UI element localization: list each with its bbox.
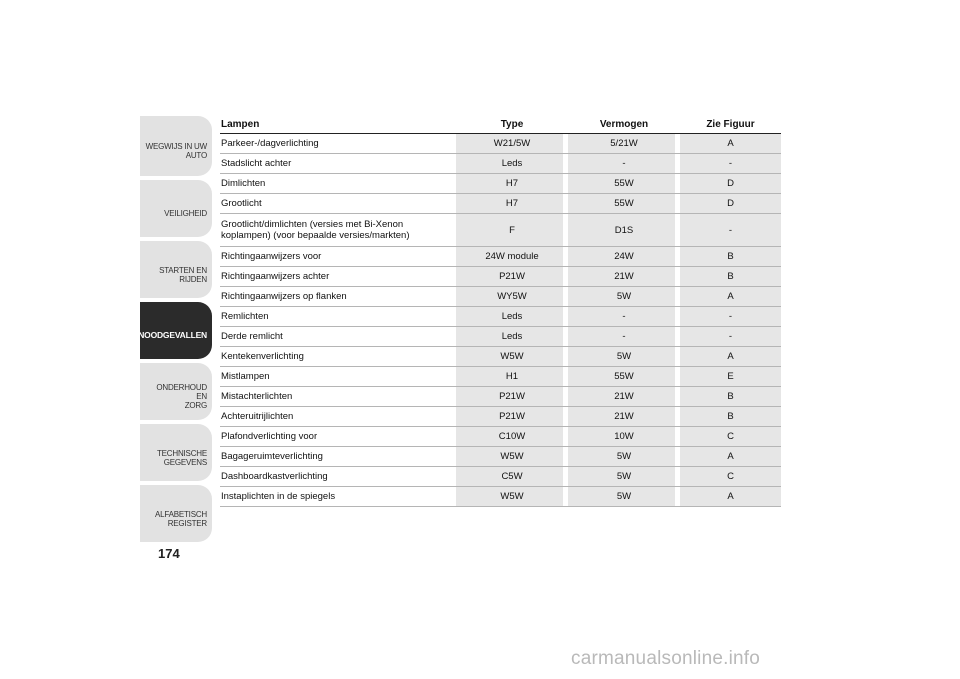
cell-vermogen: - xyxy=(568,154,680,174)
tab-label: ONDERHOUD EN ZORG xyxy=(156,383,207,410)
cell-type: P21W xyxy=(456,387,568,407)
cell-type: Leds xyxy=(456,154,568,174)
table-row xyxy=(220,267,781,287)
tab-onderhoud-en-zorg[interactable] xyxy=(140,363,212,420)
header-lampen: Lampen xyxy=(220,115,456,134)
lamp-table xyxy=(220,115,781,507)
cell-vermogen: 55W xyxy=(568,367,680,387)
cell-figuur: C xyxy=(680,467,781,487)
cell-lamp: Stadslicht achter xyxy=(220,154,456,174)
tab-noodgevallen[interactable] xyxy=(140,302,212,359)
table-row xyxy=(220,387,781,407)
cell-figuur: - xyxy=(680,154,781,174)
cell-figuur: A xyxy=(680,447,781,467)
tab-label: WEGWIJS IN UW AUTO xyxy=(145,142,207,160)
cell-figuur: - xyxy=(680,214,781,247)
tab-veiligheid[interactable] xyxy=(140,180,212,237)
cell-type: Leds xyxy=(456,307,568,327)
cell-figuur: A xyxy=(680,487,781,507)
cell-vermogen: 24W xyxy=(568,247,680,267)
cell-vermogen: D1S xyxy=(568,214,680,247)
tab-label: TECHNISCHE GEGEVENS xyxy=(156,448,207,467)
cell-lamp: Remlichten xyxy=(220,307,456,327)
cell-figuur: B xyxy=(680,387,781,407)
cell-vermogen: 21W xyxy=(568,407,680,427)
table-row xyxy=(220,214,781,247)
cell-vermogen: 5W xyxy=(568,347,680,367)
cell-vermogen: 5W xyxy=(568,467,680,487)
tab-label: ALFABETISCH REGISTER xyxy=(154,509,207,528)
cell-type: H7 xyxy=(456,194,568,214)
table-row xyxy=(220,487,781,507)
cell-vermogen: 10W xyxy=(568,427,680,447)
cell-figuur: D xyxy=(680,174,781,194)
cell-type: P21W xyxy=(456,267,568,287)
table-header-row xyxy=(220,115,781,134)
table-row xyxy=(220,247,781,267)
header-vermogen: Vermogen xyxy=(568,115,680,134)
cell-type: P21W xyxy=(456,407,568,427)
cell-type: W5W xyxy=(456,347,568,367)
cell-figuur: A xyxy=(680,347,781,367)
cell-vermogen: 5W xyxy=(568,287,680,307)
cell-lamp: Bagageruimteverlichting xyxy=(220,447,456,467)
cell-lamp: Kentekenverlichting xyxy=(220,347,456,367)
cell-vermogen: 55W xyxy=(568,194,680,214)
table-row xyxy=(220,327,781,347)
cell-lamp: Richtingaanwijzers achter xyxy=(220,267,456,287)
cell-vermogen: 21W xyxy=(568,387,680,407)
cell-lamp: Parkeer-/dagverlichting xyxy=(220,134,456,154)
cell-type: Leds xyxy=(456,327,568,347)
cell-lamp: Plafondverlichting voor xyxy=(220,427,456,447)
cell-figuur: A xyxy=(680,287,781,307)
cell-lamp: Grootlicht/dimlichten (versies met Bi-Xenon koplampen) (voor bepaalde versies/markten) xyxy=(220,214,456,247)
cell-lamp: Richtingaanwijzers voor xyxy=(220,247,456,267)
cell-vermogen: 5/21W xyxy=(568,134,680,154)
table-row xyxy=(220,134,781,154)
tab-label: NOODGEVALLEN xyxy=(138,330,207,340)
table-row xyxy=(220,287,781,307)
table-row xyxy=(220,194,781,214)
table-row xyxy=(220,427,781,447)
cell-type: C5W xyxy=(456,467,568,487)
cell-vermogen: - xyxy=(568,327,680,347)
tab-label: VEILIGHEID xyxy=(164,209,207,218)
cell-lamp: Richtingaanwijzers op flanken xyxy=(220,287,456,307)
cell-type: F xyxy=(456,214,568,247)
cell-figuur: E xyxy=(680,367,781,387)
cell-figuur: B xyxy=(680,247,781,267)
cell-type: H1 xyxy=(456,367,568,387)
tab-wegwijs-in-uw-auto[interactable] xyxy=(140,116,212,176)
tab-starten-en-rijden[interactable] xyxy=(140,241,212,298)
table-row xyxy=(220,467,781,487)
cell-lamp: Dashboardkastverlichting xyxy=(220,467,456,487)
header-type: Type xyxy=(456,115,568,134)
tab-alfabetisch-register[interactable] xyxy=(140,485,212,542)
cell-lamp: Grootlicht xyxy=(220,194,456,214)
table-row xyxy=(220,154,781,174)
cell-type: W21/5W xyxy=(456,134,568,154)
cell-lamp: Achteruitrijlichten xyxy=(220,407,456,427)
cell-lamp: Mistachterlichten xyxy=(220,387,456,407)
table-row xyxy=(220,347,781,367)
cell-type: 24W module xyxy=(456,247,568,267)
cell-type: H7 xyxy=(456,174,568,194)
cell-type: W5W xyxy=(456,447,568,467)
cell-type: WY5W xyxy=(456,287,568,307)
cell-figuur: B xyxy=(680,407,781,427)
table-row xyxy=(220,407,781,427)
table-row xyxy=(220,174,781,194)
cell-vermogen: 5W xyxy=(568,447,680,467)
cell-figuur: D xyxy=(680,194,781,214)
header-zie-figuur: Zie Figuur xyxy=(680,115,781,134)
cell-vermogen: 5W xyxy=(568,487,680,507)
cell-vermogen: 55W xyxy=(568,174,680,194)
cell-figuur: B xyxy=(680,267,781,287)
chapter-tabs xyxy=(140,116,212,546)
page-number: 174 xyxy=(158,546,180,561)
cell-lamp: Mistlampen xyxy=(220,367,456,387)
table-row xyxy=(220,307,781,327)
tab-technische-gegevens[interactable] xyxy=(140,424,212,481)
cell-vermogen: - xyxy=(568,307,680,327)
table-row xyxy=(220,447,781,467)
cell-vermogen: 21W xyxy=(568,267,680,287)
cell-lamp: Dimlichten xyxy=(220,174,456,194)
cell-figuur: - xyxy=(680,327,781,347)
tab-label: STARTEN EN RIJDEN xyxy=(159,265,207,284)
lamp-specs-table xyxy=(220,115,781,507)
cell-figuur: C xyxy=(680,427,781,447)
watermark-url: carmanualsonline.info xyxy=(571,648,761,669)
cell-type: W5W xyxy=(456,487,568,507)
cell-figuur: - xyxy=(680,307,781,327)
cell-lamp: Derde remlicht xyxy=(220,327,456,347)
cell-type: C10W xyxy=(456,427,568,447)
table-row xyxy=(220,367,781,387)
cell-lamp: Instaplichten in de spiegels xyxy=(220,487,456,507)
cell-figuur: A xyxy=(680,134,781,154)
